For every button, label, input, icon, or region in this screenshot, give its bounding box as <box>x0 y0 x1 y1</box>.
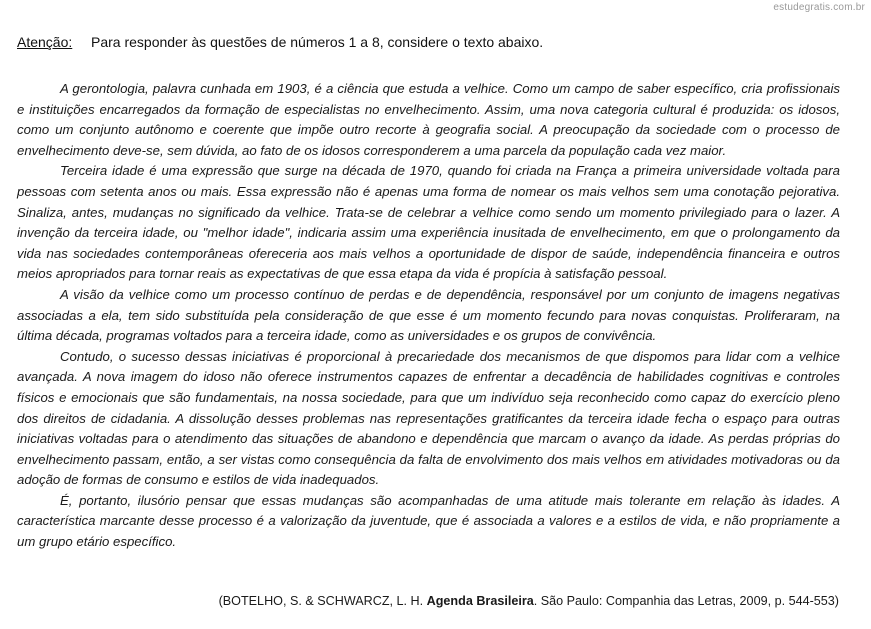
citation-details: . São Paulo: Companhia das Letras, 2009, p. 544-553) <box>533 594 839 608</box>
source-citation <box>219 592 839 610</box>
paragraph-1: A gerontologia, palavra cunhada em 1903, é a ciência que estuda a velhice. Como um campo de saber específico, cria profissionais e instituições encarregados da formação de especialistas no envelhecimento. Assim, uma nova categoria cultural é produzida: os idosos, como um conjunto autônomo e coerente que impõe outro recorte à geografia social. A preocupação da sociedade com o processo de envelhecimento deve-se, sem dúvida, ao fato de os idosos corresponderem a uma parcela da população cada vez maior. <box>17 81 840 158</box>
passage-text <box>17 79 840 553</box>
instruction-header <box>17 33 543 51</box>
citation-authors: (BOTELHO, S. & SCHWARCZ, L. H. <box>218 594 424 608</box>
site-watermark: estudegratis.com.br <box>773 2 865 13</box>
paragraph-3: A visão da velhice como um processo contínuo de perdas e de dependência, responsável por um conjunto de imagens negativas associadas a ela, tem sido substituída pela consideração de que esse é um momento fecundo para novas conquistas. Proliferaram, na última década, programas voltados para a terceira idade, como as universidades e os grupos de convivência. <box>17 286 840 344</box>
attention-label: Atenção: <box>17 34 73 50</box>
paragraph-5: É, portanto, ilusório pensar que essas mudanças são acompanhadas de uma atitude mais tolerante em relação às idades. A característica marcante desse processo é a valorização da juventude, que é associada a valores e a estilos de vida, e não propriamente a um grupo etário específico. <box>17 492 840 550</box>
instruction-text: Para responder às questões de números 1 a 8, considere o texto abaixo. <box>91 34 544 50</box>
citation-title: Agenda Brasileira <box>426 594 534 608</box>
paragraph-4: Contudo, o sucesso dessas iniciativas é proporcional à precariedade dos mecanismos de que dispomos para lidar com a velhice avançada. A nova imagem do idoso não oferece instrumentos capazes de enfrentar a decadência de habilidades cognitivas e controles físicos e emocionais que são fundamentais, na nossa sociedade, para que um indivíduo seja reconhecido como capaz do exercício pleno dos direitos de cidadania. A dissolução desses problemas nas representações gratificantes da terceira idade fecha o espaço para outras iniciativas voltadas para o atendimento das situações de abandono e dependência que marcam o avanço da idade. As perdas próprias do envelhecimento passam, então, a ser vistas como consequência da falta de envolvimento dos mais velhos em atividades motivadoras ou da adoção de formas de consumo e estilos de vida inadequados. <box>17 348 840 488</box>
paragraph-2: Terceira idade é uma expressão que surge na década de 1970, quando foi criada na França a primeira universidade voltada para pessoas com setenta anos ou mais. Essa expressão não é apenas uma forma de nomear os mais velhos sem uma conotação pejorativa. Sinaliza, antes, mudanças no significado da velhice. Trata-se de celebrar a velhice como sendo um momento privilegiado para o lazer. A invenção da terceira idade, ou "melhor idade", indicaria assim uma experiência inusitada de envelhecimento, em que o prolongamento da vida nas sociedades contemporâneas ofereceria aos mais velhos a oportunidade de dispor de saúde, independência financeira e outros meios apropriados para tornar reais as expectativas de que essa etapa da vida é propícia à satisfação pessoal. <box>17 163 840 282</box>
